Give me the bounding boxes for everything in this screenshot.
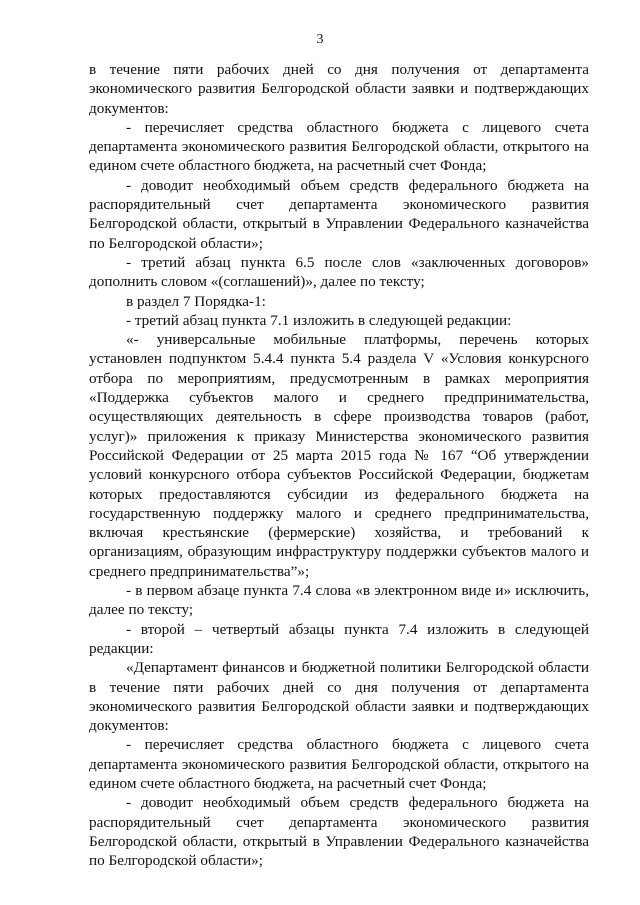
paragraph-transfer-regional-funds-repeat: - перечисляет средства областного бюджета с лицевого счета департамента экономического развития Белгородской области, открытого на едином счете областного бюджета, на расчетный счет Фонда; [89, 736, 589, 792]
paragraph-finance-department: «Департамент финансов и бюджетной политики Белгородской области в течение пяти рабочих дней со дня получения от департамента экономического развития Белгородской области заявки и подтверждающих документов: [89, 659, 589, 735]
paragraph-federal-funds: - доводит необходимый объем средств федерального бюджета на распорядительный счет департамента экономического развития Белгородской области, открытый в Управлении Федерального казначейства по Белгородской области»; [89, 176, 589, 252]
page-number: 3 [316, 32, 324, 47]
paragraph-amendment-6-5: - третий абзац пункта 6.5 после слов «заключенных договоров» дополнить словом «(соглашений)», далее по тексту; [89, 253, 589, 291]
paragraph-amendment-7-4-second: - второй – четвертый абзацы пункта 7.4 изложить в следующей редакции: [89, 620, 589, 657]
document-body [89, 60, 589, 870]
paragraph-continuation: в течение пяти рабочих дней со дня получения от департамента экономического развития Белгородской области заявки и подтверждающих документов: [89, 61, 589, 117]
paragraph-section-7: в раздел 7 Порядка-1: [126, 292, 266, 310]
paragraph-amendment-7-1: - третий абзац пункта 7.1 изложить в следующей редакции: [126, 311, 512, 329]
paragraph-mobile-platforms: «- универсальные мобильные платформы, перечень которых установлен подпунктом 5.4.4 пункта 5.4 раздела V «Условия конкурсного отбора по мероприятиям, предусмотренным в рамках мероприятия «Поддержка субъектов малого и среднего предпринимательства, осуществляющих деятельность в сфере производства товаров (работ, услуг)» приложения к приказу Министерства экономического развития Российской Федерации от 25 марта 2015 года № 167 “Об утверждении условий конкурсного отбора субъектов Российской Федерации, бюджетам которых предоставляются субсидии из федерального бюджета на государственную поддержку малого и среднего предпринимательства, включая крестьянские (фермерские) хозяйства, и требований к организациям, образующим инфраструктуру поддержки субъектов малого и среднего предпринимательства”»; [89, 331, 589, 580]
paragraph-amendment-7-4-first: - в первом абзаце пункта 7.4 слова «в электронном виде и» исключить, далее по тексту; [89, 582, 589, 619]
paragraph-transfer-regional-funds: - перечисляет средства областного бюджета с лицевого счета департамента экономического развития Белгородской области, открытого на едином счете областного бюджета, на расчетный счет Фонда; [89, 118, 589, 175]
paragraph-federal-funds-repeat: - доводит необходимый объем средств федерального бюджета на распорядительный счет департамента экономического развития Белгородской области, открытый в Управлении Федерального казначейства по Белгородской области»; [89, 794, 589, 870]
